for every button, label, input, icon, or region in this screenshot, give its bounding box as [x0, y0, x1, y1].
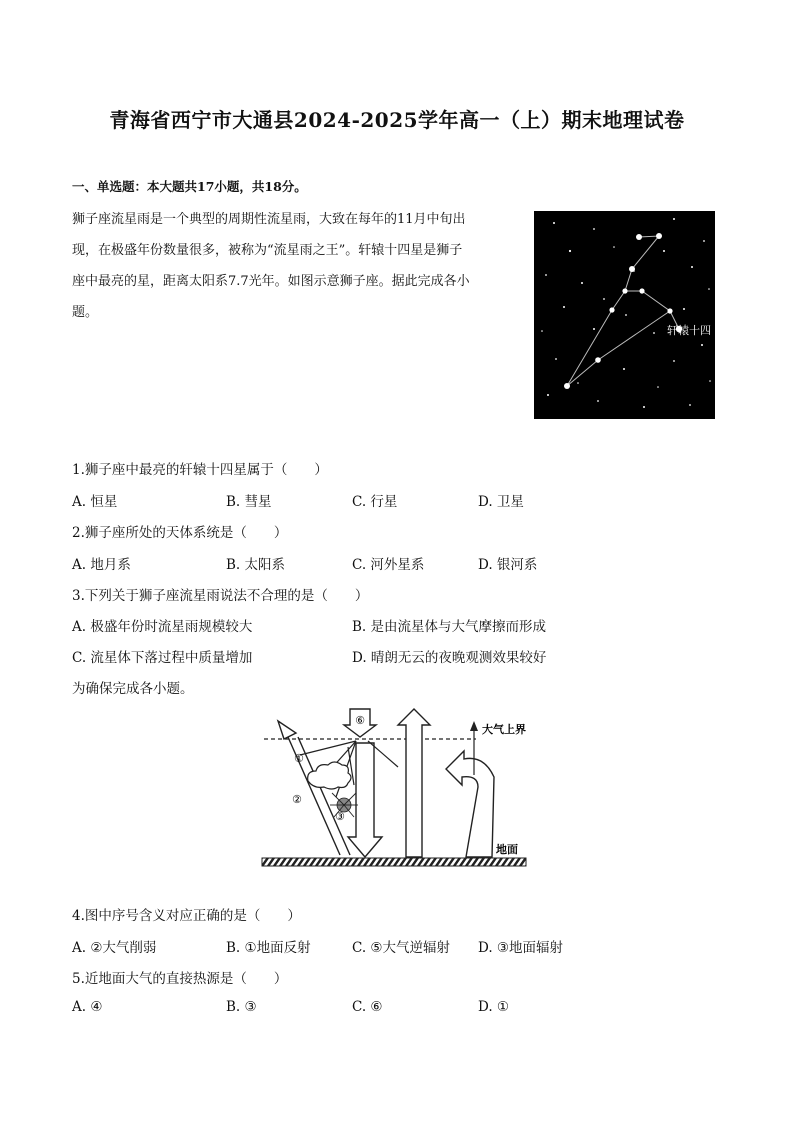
constellation-lines	[567, 236, 679, 386]
label-6: ⑥	[355, 714, 365, 727]
cloud-icon	[308, 762, 351, 789]
question-stem: 4.图中序号含义对应正确的是（ ）	[72, 908, 301, 924]
atmosphere-top-label: 大气上界	[482, 723, 526, 736]
option: B. ③	[226, 999, 257, 1015]
option: D. ③地面辐射	[478, 940, 564, 956]
option: B. 是由流星体与大气摩擦而形成	[352, 619, 547, 635]
option: B. 太阳系	[226, 557, 286, 573]
document-title: 青海省西宁市大通县2024-2025学年高一（上）期末地理试卷	[109, 108, 685, 132]
question-stem: 3.下列关于狮子座流星雨说法不合理的是（ ）	[72, 588, 369, 604]
regulus-label: 轩辕十四	[667, 324, 711, 337]
intro-line: 座中最亮的星，距离太阳系7.7光年。如图示意狮子座。据此完成各小	[72, 274, 470, 289]
question-stem: 2.狮子座所处的天体系统是（ ）	[72, 525, 288, 541]
label-3: ③	[335, 810, 345, 823]
background-stars	[541, 218, 711, 408]
option: B. 彗星	[226, 494, 272, 510]
option: A. 地月系	[72, 557, 131, 573]
label-1: ①	[294, 752, 304, 765]
option: C. 流星体下落过程中质量增加	[72, 650, 253, 666]
constellation-svg	[534, 211, 715, 419]
option: D. 银河系	[478, 557, 538, 573]
scatter-lines	[300, 741, 398, 797]
ground	[262, 858, 526, 866]
question-stem: 5.近地面大气的直接热源是（ ）	[72, 971, 288, 987]
option: A. 恒星	[72, 494, 118, 510]
option: A. 极盛年份时流星雨规模较大	[72, 619, 253, 635]
option: C. ⑤大气逆辐射	[352, 940, 451, 956]
transition-text: 为确保完成各小题。	[72, 681, 194, 697]
label-2: ②	[292, 793, 302, 806]
option: C. 河外星系	[352, 557, 425, 573]
intro-line: 狮子座流星雨是一个典型的周期性流星雨，大致在每年的11月中旬出	[72, 212, 466, 227]
option: B. ①地面反射	[226, 940, 311, 956]
escape-arrow-head	[470, 721, 478, 731]
atmospheric-counter-radiation-arrow	[446, 751, 494, 857]
option: C. 行星	[352, 494, 398, 510]
option: C. ⑥	[352, 999, 383, 1015]
ground-label: 地面	[496, 843, 518, 856]
option: D. ①	[478, 999, 510, 1015]
intro-line: 题。	[72, 305, 99, 320]
option: A. ②大气削弱	[72, 940, 157, 956]
radiation-diagram-svg	[258, 707, 538, 872]
constellation-stars	[564, 233, 682, 389]
radiation-diagram	[258, 707, 538, 872]
option: D. 卫星	[478, 494, 524, 510]
ground-radiation-arrow	[398, 709, 430, 857]
intro-line: 现，在极盛年份数量很多，被称为“流星雨之王”。轩辕十四星是狮子	[72, 243, 463, 258]
direct-radiation-arrow	[348, 743, 382, 857]
option: A. ④	[72, 999, 103, 1015]
section-heading: 一、单选题：本大题共17小题，共18分。	[72, 179, 307, 194]
option: D. 晴朗无云的夜晚观测效果较好	[352, 650, 547, 666]
solar-radiation-arrow	[344, 709, 376, 737]
leo-constellation-image	[534, 211, 715, 419]
question-stem: 1.狮子座中最亮的轩辕十四星属于（ ）	[72, 462, 328, 478]
intro-paragraph	[72, 204, 512, 328]
